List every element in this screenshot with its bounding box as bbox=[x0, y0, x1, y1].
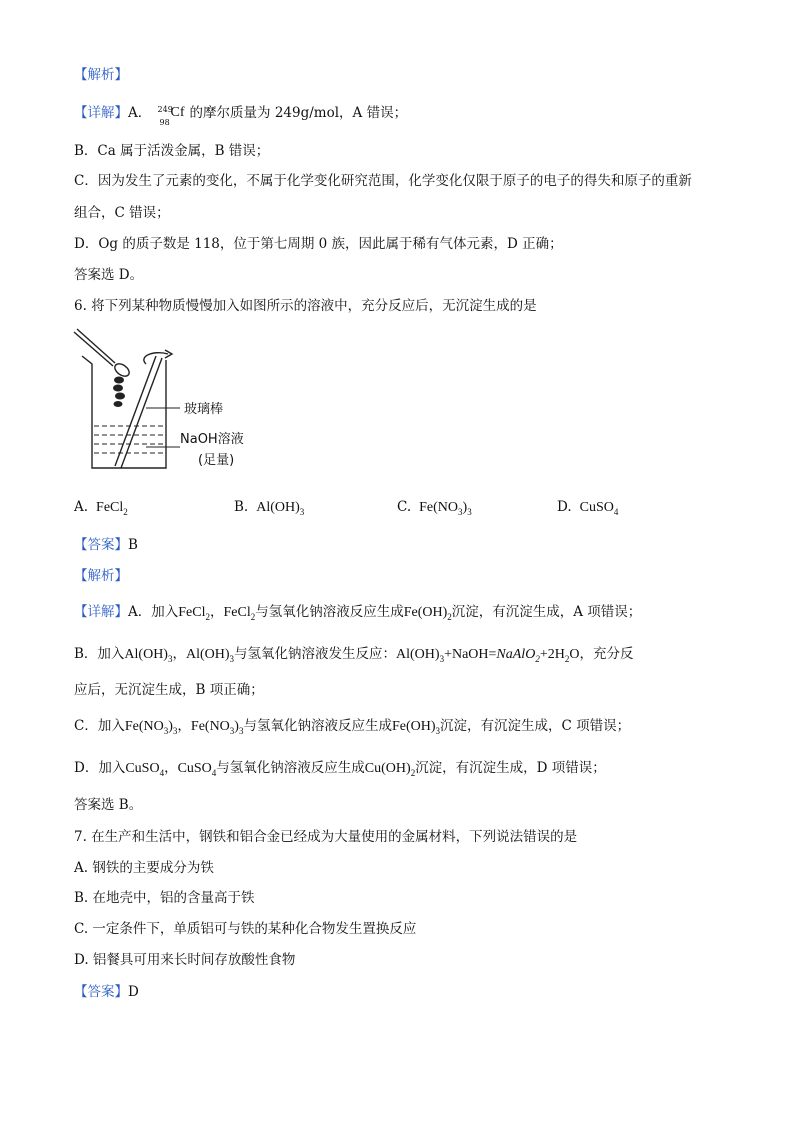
q7-option-c: C. 一定条件下，单质铝可与铁的某种化合物发生置换反应 bbox=[74, 921, 417, 937]
q6-detail-a-line: 【详解】A．加入FeCl$_2$，FeCl$_2$与氢氧化钠溶液反应生成$Fe(OH)_2$沉淀，有沉淀生成，A 项错误； bbox=[74, 604, 642, 622]
detail-b-line: B．Ca 属于活泼金属，B 错误； bbox=[74, 143, 270, 159]
q6-answer-text: 答案选 B。 bbox=[74, 797, 143, 813]
q6-detail-b-line-2: 应后，无沉淀生成，B 项正确； bbox=[74, 682, 264, 698]
q6-detail-c-line: C．加入$Fe(NO_3)_3$，$Fe(NO_3)_3$与氢氧化钠溶液反应生成$Fe(OH)_3$沉淀，有沉淀生成，C 项错误； bbox=[74, 718, 631, 736]
option-letter: B. bbox=[234, 499, 249, 515]
q6-detail-b-line-1: B．加入$Al(OH)_3$，$Al(OH)_3$与氢氧化钠溶液发生反应：$Al(OH)_3+NaOH=NaAlO_2+2H_2O$，充分反 bbox=[74, 646, 634, 664]
solid-particles-icon bbox=[113, 377, 125, 408]
detail-c-line-2: 组合，C 错误； bbox=[74, 205, 170, 221]
q6-option-b bbox=[234, 499, 304, 516]
rod-label: 玻璃棒 bbox=[184, 402, 224, 417]
isotope-symbol: Cf bbox=[170, 105, 185, 120]
option-formula: CuSO$_4$ bbox=[579, 500, 619, 517]
detail-d-line: D．Og 的质子数是 118，位于第七周期 0 族，因此属于稀有气体元素，D 正确； bbox=[74, 236, 563, 252]
option-formula: $Al(OH)_3$ bbox=[256, 500, 305, 517]
q7-option-d: D. 铝餐具可用来长时间存放酸性食物 bbox=[74, 952, 296, 968]
detail-a-prefix: A． bbox=[128, 105, 152, 121]
q6-answer-line bbox=[74, 536, 138, 554]
reaction-equation: $Al(OH)_3+NaOH=NaAlO_2+2H_2O$ bbox=[396, 647, 580, 664]
beaker-figure bbox=[68, 328, 278, 478]
detail-a-rest: 的摩尔质量为 249g/mol，A 错误； bbox=[189, 105, 408, 121]
amount-label: (足量) bbox=[198, 453, 235, 468]
beaker-icon bbox=[82, 356, 166, 468]
spoon-icon bbox=[74, 329, 131, 379]
q6-stem: 6. 将下列某种物质慢慢加入如图所示的溶液中，充分反应后，无沉淀生成的是 bbox=[74, 298, 537, 314]
glass-rod-icon bbox=[115, 350, 172, 468]
q6-option-a bbox=[74, 499, 128, 516]
detail-c-line-1: C．因为发生了元素的变化，不属于化学变化研究范围，化学变化仅限于原子的电子的得失和原子的重新 bbox=[74, 173, 692, 189]
label-leaders bbox=[146, 408, 180, 447]
option-formula: $Fe(NO_3)_3$ bbox=[419, 500, 472, 517]
option-formula: FeCl$_2$ bbox=[96, 500, 128, 517]
q7-answer-line bbox=[74, 983, 139, 1001]
answer-line: 答案选 D。 bbox=[74, 267, 144, 283]
q6-detail-d-line: D．加入CuSO$_4$，CuSO$_4$与氢氧化钠溶液反应生成$Cu(OH)_2$沉淀，有沉淀生成，D 项错误； bbox=[74, 760, 606, 778]
q7-option-b: B. 在地壳中，铝的含量高于铁 bbox=[74, 890, 255, 906]
q6-option-d bbox=[557, 499, 618, 516]
solution-label: NaOH溶液 bbox=[180, 432, 244, 447]
option-letter: C. bbox=[397, 499, 412, 515]
detail-a-line bbox=[74, 104, 408, 127]
option-letter: D. bbox=[557, 499, 572, 515]
isotope-atomic-number: 98 bbox=[159, 118, 170, 127]
isotope-mass-number: 249 bbox=[157, 105, 173, 114]
detail-heading: 【详解】 bbox=[74, 604, 128, 620]
answer-value: B bbox=[128, 537, 138, 553]
q6-analysis-heading: 【解析】 bbox=[74, 568, 128, 584]
answer-heading: 【答案】 bbox=[74, 984, 128, 1000]
isotope-notation bbox=[156, 104, 190, 127]
detail-heading: 【详解】 bbox=[74, 105, 128, 121]
q7-stem: 7. 在生产和生活中，钢铁和铝合金已经成为大量使用的金属材料，下列说法错误的是 bbox=[74, 829, 578, 845]
q6-option-c bbox=[397, 499, 472, 516]
answer-value: D bbox=[128, 984, 139, 1000]
analysis-heading: 【解析】 bbox=[74, 67, 128, 83]
option-letter: A. bbox=[74, 499, 89, 515]
answer-heading: 【答案】 bbox=[74, 537, 128, 553]
q7-option-a: A. 钢铁的主要成分为铁 bbox=[74, 860, 214, 876]
